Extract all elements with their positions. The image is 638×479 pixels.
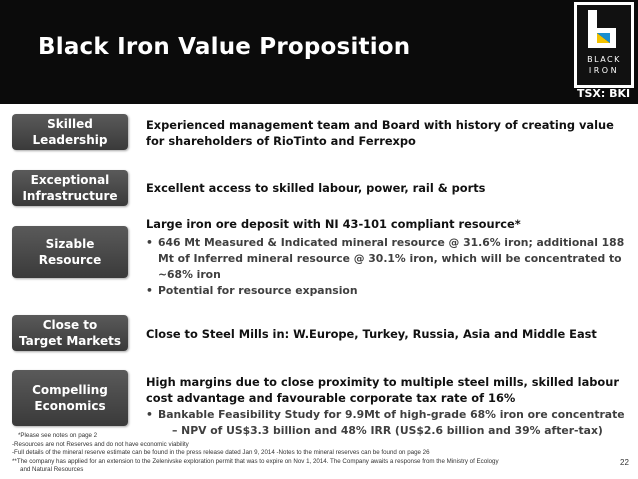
logo-mark-icon (574, 2, 634, 92)
row-line: High margins due to close proximity to multiple steel mills, skilled labour (146, 375, 619, 389)
slide-title: Black Iron Value Proposition (38, 34, 411, 60)
ticker-symbol: TSX: BKI (577, 87, 631, 100)
row-line: for shareholders of RioTinto and Ferrexpo (146, 134, 416, 148)
footnotes (12, 432, 612, 475)
header-bar (0, 0, 638, 104)
pill-sizable-resource (12, 226, 128, 278)
bullet-glyph: • (146, 408, 153, 421)
bullet-line: Potential for resource expansion (158, 284, 358, 297)
row-line: cost advantage and favourable corporate tax rate of 16% (146, 391, 516, 405)
page-number: 22 (620, 458, 629, 467)
row-line: Experienced management team and Board with history of creating value (146, 118, 614, 132)
pill-skilled-leadership (12, 114, 128, 150)
pill-label-line: Skilled (47, 117, 93, 131)
logo-text-iron: IRON (588, 66, 620, 75)
pill-label-line: Exceptional (30, 173, 110, 187)
pill-label-line: Close to (42, 318, 98, 332)
bullet-list (146, 235, 626, 299)
pill-exceptional-infrastructure (12, 170, 128, 206)
sub-bullet-line: – NPV of US$3.3 billion and 48% IRR (US$2.6 billion and 39% after-tax) (172, 424, 603, 437)
bullet-item (146, 407, 626, 423)
pill-label-line: Compelling (32, 383, 108, 397)
row-line: Large iron ore deposit with NI 43-101 compliant resource* (146, 217, 521, 231)
bullet-item (146, 283, 626, 299)
row-text-sizable-resource (146, 216, 626, 299)
bullet-line: Mt of Inferred mineral resource @ 30.1% iron, which will be concentrated to (158, 252, 622, 265)
row-text-skilled-leadership (146, 117, 626, 149)
row-line: Close to Steel Mills in: W.Europe, Turkey, Russia, Asia and Middle East (146, 327, 597, 341)
pill-label-line: Target Markets (19, 334, 121, 348)
footnote-line: and Natural Resources (20, 466, 84, 473)
footnote-line: *Please see notes on page 2 (18, 432, 98, 439)
pill-label-line: Economics (34, 399, 106, 413)
pill-compelling-economics (12, 370, 128, 426)
black-iron-logo (574, 2, 634, 92)
pill-close-to-target-markets (12, 315, 128, 351)
bullet-line: ~68% iron (158, 268, 221, 281)
row-text-close-to-target-markets (146, 326, 626, 342)
pill-label-line: Resource (38, 253, 102, 267)
row-line: Excellent access to skilled labour, power, rail & ports (146, 181, 486, 195)
pill-label-line: Infrastructure (22, 189, 118, 203)
pill-label-line: Leadership (32, 133, 108, 147)
row-text-exceptional-infrastructure (146, 180, 626, 196)
bullet-glyph: • (146, 284, 153, 297)
footnote-line: **The company has applied for an extension to the Zelenivske exploration permit that was to expire on Nov 1, 2014. The Company awaits a response from the Ministry of Ecology (12, 457, 499, 465)
logo-text-black: BLACK (587, 55, 621, 64)
footnote-line: -Full details of the mineral reserve estimate can be found in the press release dated Jan 9, 2014 -Notes to the mineral reserves can be found on page 26 (12, 449, 430, 456)
bullet-line: 646 Mt Measured & Indicated mineral resource @ 31.6% iron; additional 188 (158, 236, 625, 249)
bullet-item (146, 235, 626, 283)
bullet-glyph: • (146, 236, 153, 249)
footnote-line: -Resources are not Reserves and do not have economic viability (12, 440, 189, 448)
bullet-list (146, 407, 626, 423)
pill-label-line: Sizable (45, 237, 95, 251)
row-text-compelling-economics (146, 374, 626, 439)
bullet-line: Bankable Feasibility Study for 9.9Mt of high-grade 68% iron ore concentrate (158, 408, 625, 421)
